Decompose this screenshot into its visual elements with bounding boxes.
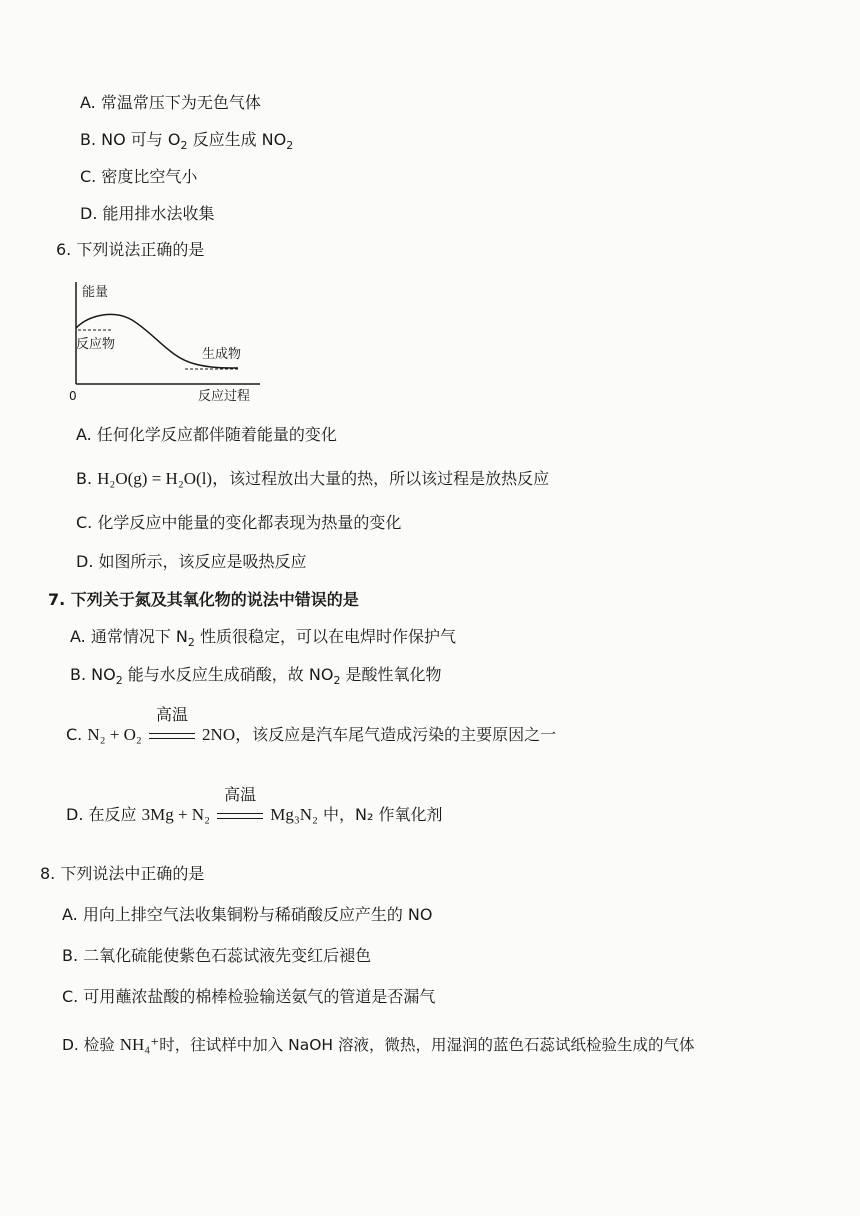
- q5-option-d: D. 能用排水法收集: [80, 204, 215, 223]
- q8-option-d: D. 检验 NH₄⁺时，往试样中加入 NaOH 溶液，微热，用湿润的蓝色石蕊试纸检验生成的气体: [62, 1035, 695, 1054]
- q7-option-d: D. 在反应 3Mg + N₂ 高温 Mg₃N₂ 中，N₂ 作氧化剂: [66, 785, 443, 824]
- q7-option-a: A. 通常情况下 $N_2$ 性质很稳定，可以在电焊时作保护气: [70, 627, 456, 650]
- q5-option-b: B. NO 可与 $O_2$ 反应生成 $NO_2$: [80, 130, 294, 153]
- origin-label: 0: [69, 389, 77, 403]
- q8-stem: 8. 下列说法中正确的是: [40, 864, 205, 883]
- q6-option-c: C. 化学反应中能量的变化都表现为热量的变化: [76, 513, 402, 532]
- q6-option-b: B. H₂O(g) = H₂O(l)，该过程放出大量的热，所以该过程是放热反应: [76, 469, 550, 488]
- q6-option-a: A. 任何化学反应都伴随着能量的变化: [76, 425, 337, 444]
- reaction-condition: 高温: [149, 724, 195, 746]
- x-axis-label: 反应过程: [198, 389, 251, 404]
- reaction-condition: 高温: [217, 804, 263, 826]
- q6-option-d: D. 如图所示，该反应是吸热反应: [76, 552, 307, 571]
- reactant-label: 反应物: [76, 337, 116, 352]
- q5-option-c: C. 密度比空气小: [80, 167, 198, 186]
- q8-option-c: C. 可用蘸浓盐酸的棉棒检验输送氨气的管道是否漏气: [62, 987, 436, 1006]
- q5-option-a: A. 常温常压下为无色气体: [80, 93, 261, 112]
- q8-option-a: A. 用向上排空气法收集铜粉与稀硝酸反应产生的 NO: [62, 905, 433, 924]
- energy-diagram: [60, 276, 270, 406]
- q6-stem: 6. 下列说法正确的是: [56, 240, 205, 259]
- q7-option-b: B. $NO_2$ 能与水反应生成硝酸，故 $NO_2$ 是酸性氧化物: [70, 665, 442, 688]
- y-axis-label: 能量: [82, 285, 109, 300]
- q7-option-c: C. N₂ + O₂ 高温 2NO，该反应是汽车尾气造成污染的主要原因之一: [66, 705, 557, 744]
- product-label: 生成物: [202, 347, 242, 362]
- q8-option-b: B. 二氧化硫能使紫色石蕊试液先变红后褪色: [62, 946, 372, 965]
- q7-stem: 7. 下列关于氮及其氧化物的说法中错误的是: [48, 590, 359, 609]
